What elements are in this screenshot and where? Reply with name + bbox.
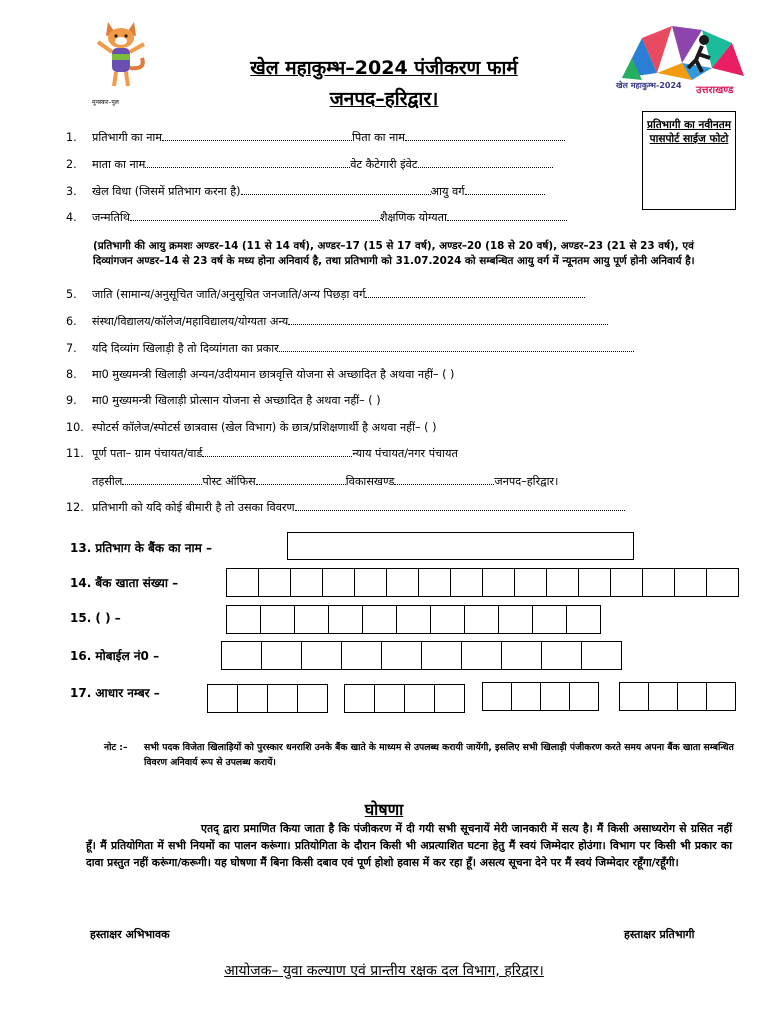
item-num: 8. bbox=[66, 368, 77, 381]
education-input[interactable] bbox=[447, 210, 567, 221]
mascot-caption: मुनस्कर–पुल bbox=[92, 99, 119, 106]
aadhaar-group-3[interactable] bbox=[483, 682, 599, 711]
aadhaar-group-1[interactable] bbox=[208, 684, 328, 713]
item-num: 7. bbox=[66, 342, 77, 355]
aadhaar-label: 17. आधार नम्बर – bbox=[70, 686, 160, 700]
item-num: 5. bbox=[66, 288, 77, 301]
weight-category-input[interactable] bbox=[418, 157, 553, 168]
participant-signature[interactable]: हस्ताक्षर प्रतिभागी bbox=[624, 928, 695, 941]
aadhaar-group-4[interactable] bbox=[620, 682, 736, 711]
address-row-1 bbox=[66, 446, 736, 461]
dob-input[interactable] bbox=[130, 210, 380, 221]
form-title: खेल महाकुम्भ–2024 पंजीकरण फार्म bbox=[250, 57, 518, 79]
logo-state: उत्तराखण्ड bbox=[696, 85, 734, 96]
field-label: प्रतिभागी का नाम bbox=[92, 131, 162, 144]
declaration-heading: घोषणा bbox=[364, 800, 404, 819]
address-label: तहसील bbox=[92, 475, 123, 488]
item-num: 10. bbox=[66, 421, 84, 434]
sport-input[interactable] bbox=[241, 184, 431, 195]
item-label: यदि दिव्यांग खिलाड़ी है तो दिव्यांगता का प्रकार bbox=[92, 342, 279, 355]
participant-name-input[interactable] bbox=[162, 130, 352, 141]
item-num: 11. bbox=[66, 447, 84, 460]
item-num: 6. bbox=[66, 315, 77, 328]
address-label: न्याय पंचायत/नगर पंचायत bbox=[352, 447, 458, 460]
item-num: 9. bbox=[66, 394, 77, 407]
address-label: पोस्ट ऑफिस bbox=[202, 475, 256, 488]
ifsc-label: 15. ( ) – bbox=[70, 611, 121, 625]
illness-row bbox=[66, 500, 736, 515]
field-num: 4. bbox=[66, 211, 77, 224]
field-label: खेल विधा (जिसमें प्रतिभाग करना है) bbox=[92, 185, 241, 198]
caste-input[interactable] bbox=[365, 287, 585, 298]
item-label: मा0 मुख्यमन्त्री खिलाड़ी अन्यन/उदीयमान छात्रवृत्ति योजना से अच्छादित है अथवा नहीं– ( ) bbox=[92, 368, 455, 381]
district-title: जनपद–हरिद्वार। bbox=[329, 88, 439, 110]
bank-note bbox=[104, 740, 744, 770]
field-num: 1. bbox=[66, 131, 77, 144]
age-note: (प्रतिभागी की आयु क्रमशः अण्डर–14 (11 से 14 वर्ष), अण्डर–17 (15 से 17 वर्ष), अण्डर–20 (18 से 20 वर्ष), अण्डर–23 (21 से 23 वर्ष), एवं दिव्यांगजन अण्डर–14 से 23 वर्ष के मध्य होना अनिवार्य है, तथा प्रतिभागी को 31.07.2024 को सम्बन्धित आयु वर्ग में न्यूनतम आयु पूर्ण होनी अनिवार्य है। bbox=[93, 240, 695, 267]
field-num: 2. bbox=[66, 158, 77, 171]
note-label: नोट :– bbox=[104, 742, 128, 753]
field-row-3 bbox=[66, 184, 626, 199]
item-label: संस्था/विद्यालय/कॉलेज/महाविद्यालय/योग्यता अन्य bbox=[92, 315, 289, 328]
field-label: आयु वर्ग bbox=[430, 185, 465, 198]
field-row-4 bbox=[66, 210, 626, 225]
field-row-2 bbox=[66, 157, 626, 172]
ward-input[interactable] bbox=[202, 446, 352, 457]
item-row-6 bbox=[66, 314, 736, 329]
item-row-10 bbox=[66, 420, 626, 435]
mobile-label: 16. मोबाईल नं0 – bbox=[70, 649, 160, 663]
tehsil-input[interactable] bbox=[122, 474, 202, 485]
mobile-grid[interactable] bbox=[222, 641, 622, 670]
item-label: स्पोटर्स कॉलेज/स्पोटर्स छात्रवास (खेल विभाग) के छात्र/प्रशिक्षणार्थी है अथवा नहीं– ( ) bbox=[92, 421, 437, 434]
field-label: माता का नाम bbox=[92, 158, 146, 171]
block-input[interactable] bbox=[394, 474, 494, 485]
declaration-text: एतद् द्वारा प्रमाणित किया जाता है कि पंजीकरण में दी गयी सभी सूचनायें मेरी जानकारी में सत्य है। मैं किसी असाध्यरोग से ग्रसित नहीं हूँ। मैं प्रतियोगिता में सभी नियमों का पालन करूंगा। प्रतियोगिता के दौरान किसी भी अप्रत्याशित घटना हेतु मैं स्वयं जिम्मेदार होउंगा। विभाग पर किसी भी प्रकार का दावा प्रस्तुत नहीं करूंगा/करूगी। यह घोषणा मैं बिना किसी दबाव एवं पूर्ण होशो हवास में कर रहा हूँ। असत्य सूचना देने पर मैं स्वयं जिम्मेदार रहूँगा/रहूँगी। bbox=[86, 822, 732, 869]
item-row-9 bbox=[66, 393, 626, 408]
item-num: 12. bbox=[66, 501, 84, 514]
photo-box[interactable]: प्रतिभागी का नवीनतम पासपोर्ट साईज फोटो bbox=[642, 111, 736, 210]
field-row-1 bbox=[66, 130, 626, 145]
address-label: पूर्ण पता– ग्राम पंचायत/वार्ड bbox=[92, 447, 203, 460]
mother-name-input[interactable] bbox=[145, 157, 350, 168]
age-group-input[interactable] bbox=[465, 184, 545, 195]
bank-name-label: 13. प्रतिभाग के बैंक का नाम – bbox=[70, 541, 212, 555]
guardian-signature[interactable]: हस्ताक्षर अभिभावक bbox=[90, 928, 170, 941]
organizer: आयोजक– युवा कल्याण एवं प्रान्तीय रक्षक दल विभाग, हरिद्वार। bbox=[224, 963, 544, 979]
item-row-5 bbox=[66, 287, 736, 302]
father-name-input[interactable] bbox=[405, 130, 565, 141]
item-row-8 bbox=[66, 367, 626, 382]
address-label: जनपद–हरिद्वार। bbox=[494, 475, 559, 488]
disability-input[interactable] bbox=[279, 341, 634, 352]
item-label: जाति (सामान्य/अनुसूचित जाति/अनुसूचित जनजाति/अन्य पिछड़ा वर्ग bbox=[92, 288, 366, 301]
item-row-7 bbox=[66, 341, 736, 356]
logo-text: खेल महाकुम्भ-2024 bbox=[616, 81, 682, 90]
note-text: सभी पदक विजेता खिलाड़ियों को पुरस्कार धनराशि उनके बैंक खाते के माध्यम से उपलब्ध करायी जायेंगी, इसलिए सभी खिलाड़ी पंजीकरण करते समय अपना बैंक खाता सम्बन्धित विवरण अनिवार्य रूप से उपलब्ध करायें। bbox=[144, 742, 734, 768]
item-label: प्रतिभागी को यदि कोई बीमारी है तो उसका विवरण bbox=[92, 501, 295, 514]
aadhaar-group-2[interactable] bbox=[345, 684, 465, 713]
institution-input[interactable] bbox=[288, 314, 608, 325]
bank-name-input[interactable] bbox=[287, 532, 634, 560]
item-label: मा0 मुख्यमन्त्री खिलाड़ी प्रोत्सान योजना से अच्छादित है अथवा नहीं– ( ) bbox=[92, 394, 381, 407]
address-row-2 bbox=[66, 474, 736, 489]
ifsc-grid[interactable] bbox=[227, 605, 601, 634]
illness-input[interactable] bbox=[295, 500, 625, 511]
address-label: विकासखण्ड bbox=[345, 475, 395, 488]
field-label: वेट कैटेगारी इंवेट bbox=[350, 158, 418, 171]
field-num: 3. bbox=[66, 185, 77, 198]
account-label: 14. बैंक खाता संख्या – bbox=[70, 576, 179, 590]
field-label: पिता का नाम bbox=[352, 131, 405, 144]
post-office-input[interactable] bbox=[256, 474, 346, 485]
field-label: शैक्षणिक योग्यता bbox=[379, 211, 447, 224]
field-label: जन्मतिथि bbox=[92, 211, 130, 224]
account-number-grid[interactable] bbox=[227, 568, 739, 597]
